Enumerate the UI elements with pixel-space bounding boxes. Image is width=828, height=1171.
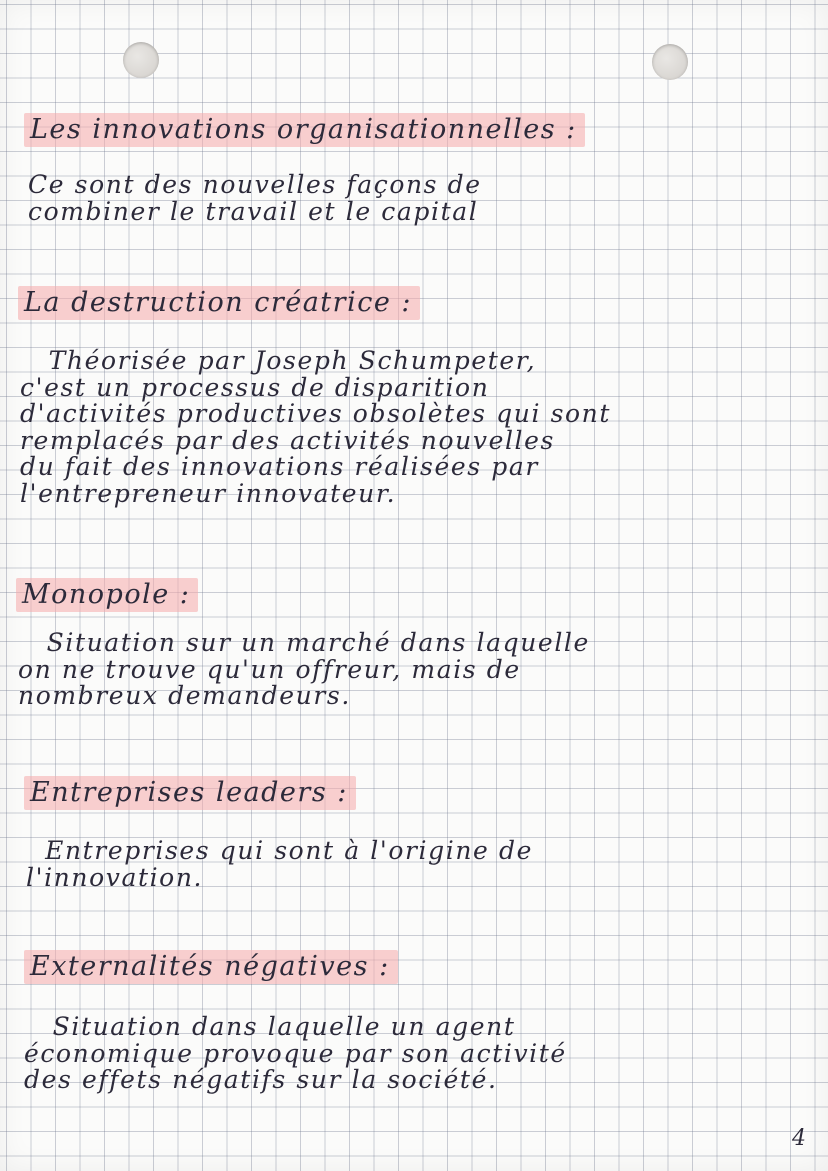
definition-destruction-creatrice: Théorisée par Joseph Schumpeter, c'est un processus de disparition d'activités productives obsolètes qui sont remplacés par des activités nouvelles du fait des innovations réalisées par l'entrepreneur innovateur. — [20, 346, 612, 508]
heading-externalites-negatives: Externalités négatives : — [24, 950, 398, 984]
definition-innovations-organisationnelles: Ce sont des nouvelles façons de combiner le travail et le capital — [28, 170, 482, 226]
heading-entreprises-leaders: Entreprises leaders : — [24, 776, 356, 810]
page-number: 4 — [792, 1126, 806, 1151]
definition-externalites-negatives: Situation dans laquelle un agent économique provoque par son activité des effets négatifs sur la société. — [24, 1012, 567, 1094]
punch-hole-left — [123, 42, 159, 78]
heading-monopole: Monopole : — [16, 578, 198, 612]
punch-hole-right — [652, 44, 688, 80]
heading-innovations-organisationnelles: Les innovations organisationnelles : — [24, 113, 585, 147]
heading-destruction-creatrice: La destruction créatrice : — [18, 286, 420, 320]
definition-monopole: Situation sur un marché dans laquelle on ne trouve qu'un offreur, mais de nombreux demandeurs. — [18, 628, 590, 710]
definition-entreprises-leaders: Entreprises qui sont à l'origine de l'innovation. — [26, 836, 533, 892]
